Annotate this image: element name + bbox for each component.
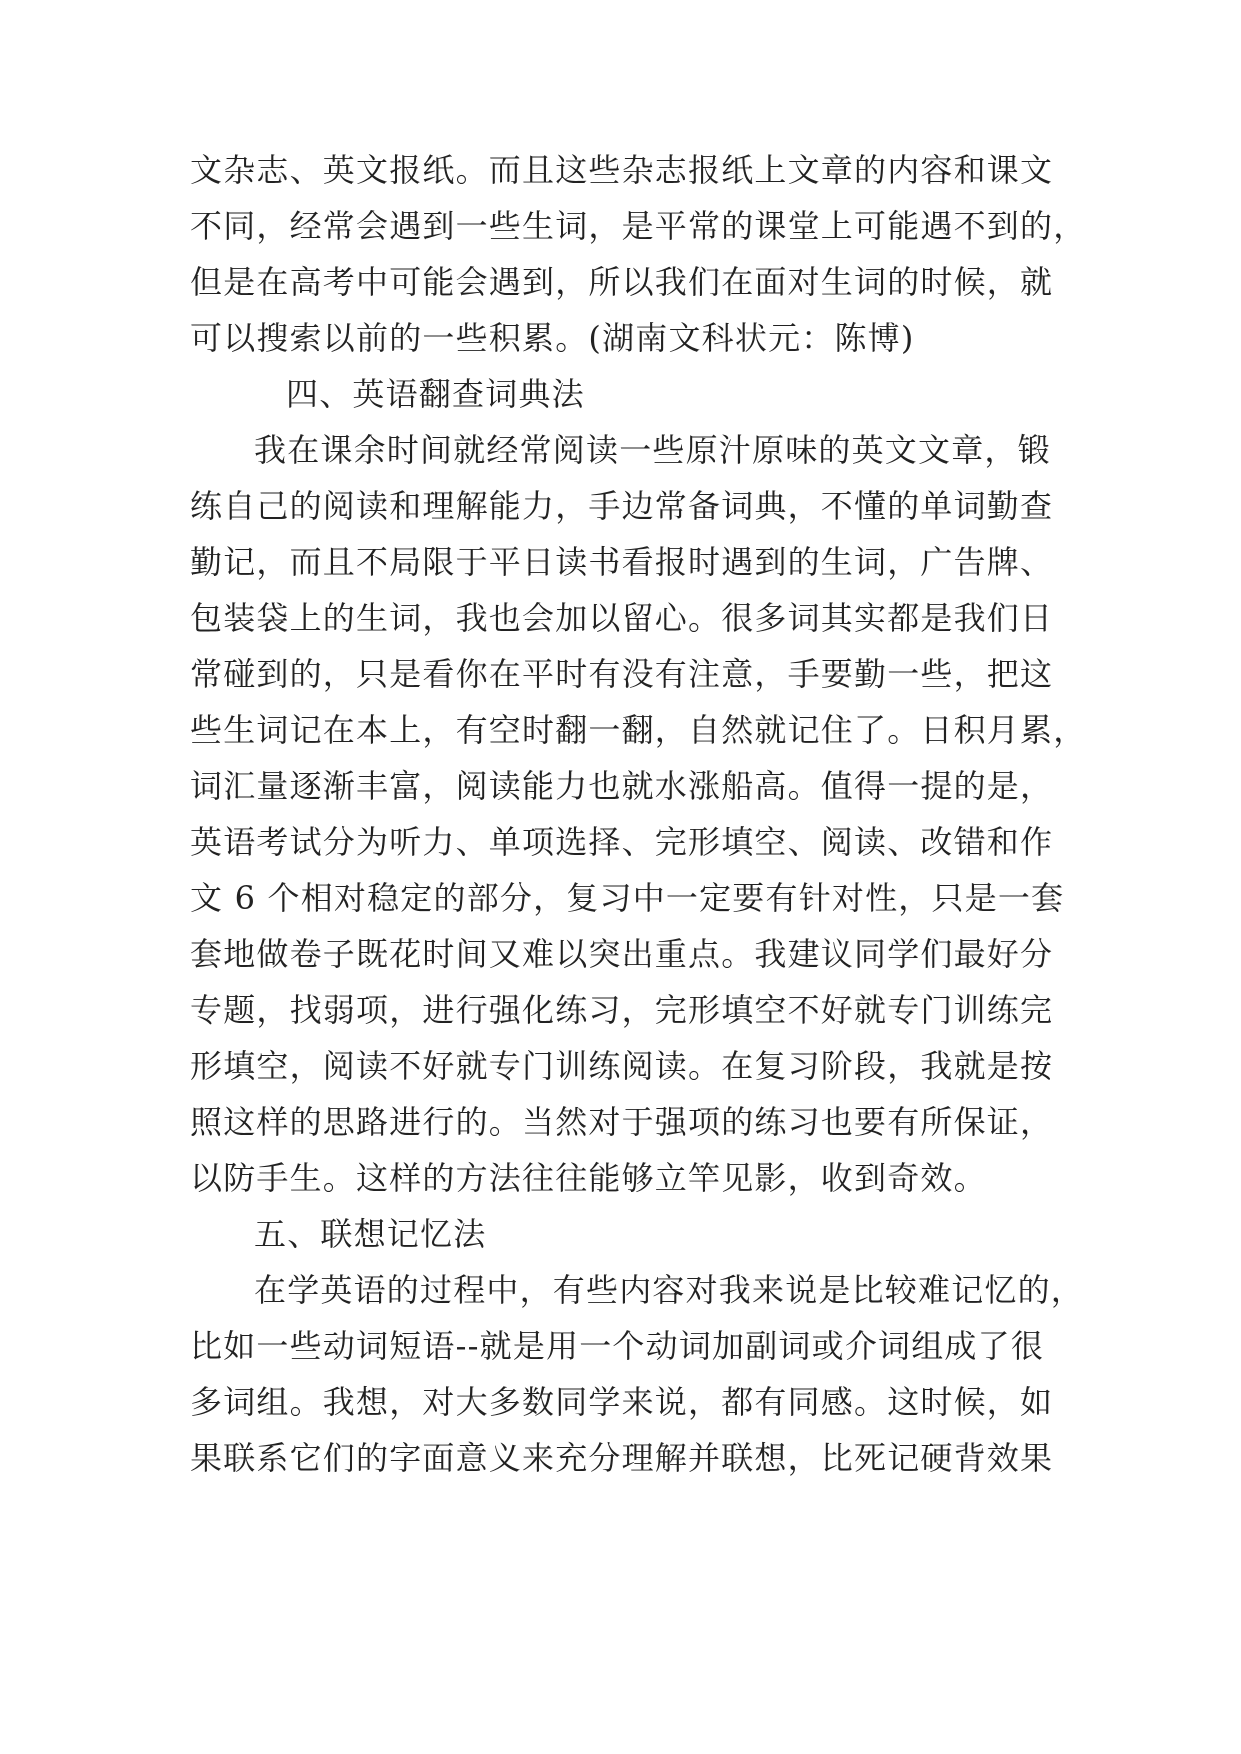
paragraph-line: 套地做卷子既花时间又难以突出重点。我建议同学们最好分 — [190, 935, 1054, 973]
paragraph-line: 多词组。我想，对大多数同学来说，都有同感。这时候，如 — [190, 1383, 1054, 1421]
paragraph-line: 形填空，阅读不好就专门训练阅读。在复习阶段，我就是按 — [190, 1047, 1054, 1085]
paragraph-line: 在学英语的过程中，有些内容对我来说是比较难记忆的， — [254, 1271, 1085, 1309]
paragraph-line: 以防手生。这样的方法往往能够立竿见影，收到奇效。 — [190, 1159, 987, 1197]
paragraph-line: 但是在高考中可能会遇到，所以我们在面对生词的时候，就 — [190, 263, 1054, 301]
paragraph-line: 常碰到的，只是看你在平时有没有注意，手要勤一些，把这 — [190, 655, 1054, 693]
document-body — [190, 142, 1087, 1486]
paragraph-line: 可以搜索以前的一些积累。(湖南文科状元：陈博) — [190, 319, 915, 357]
paragraph-line: 比如一些动词短语--就是用一个动词加副词或介词组成了很 — [190, 1327, 1045, 1365]
paragraph-line: 勤记，而且不局限于平日读书看报时遇到的生词，广告牌、 — [190, 543, 1054, 581]
paragraph-line: 文 6 个相对稳定的部分，复习中一定要有针对性，只是一套 — [190, 879, 1065, 917]
paragraph-line: 照这样的思路进行的。当然对于强项的练习也要有所保证， — [190, 1103, 1054, 1141]
paragraph-line: 些生词记在本上，有空时翻一翻，自然就记住了。日积月累， — [190, 711, 1087, 749]
paragraph-line: 专题，找弱项，进行强化练习，完形填空不好就专门训练完 — [190, 991, 1054, 1029]
section-heading-5: 五、联想记忆法 — [254, 1215, 487, 1253]
paragraph-line: 我在课余时间就经常阅读一些原汁原味的英文文章，锻 — [254, 431, 1051, 469]
paragraph-line: 英语考试分为听力、单项选择、完形填空、阅读、改错和作 — [190, 823, 1054, 861]
paragraph-line: 包装袋上的生词，我也会加以留心。很多词其实都是我们日 — [190, 599, 1054, 637]
paragraph-line: 文杂志、英文报纸。而且这些杂志报纸上文章的内容和课文 — [190, 151, 1054, 189]
paragraph-line: 练自己的阅读和理解能力，手边常备词典，不懂的单词勤查 — [190, 487, 1054, 525]
section-heading-4: 四、英语翻查词典法 — [286, 375, 585, 413]
paragraph-line: 词汇量逐渐丰富，阅读能力也就水涨船高。值得一提的是， — [190, 767, 1054, 805]
paragraph-line: 果联系它们的字面意义来充分理解并联想，比死记硬背效果 — [190, 1439, 1054, 1477]
paragraph-line: 不同，经常会遇到一些生词，是平常的课堂上可能遇不到的， — [190, 207, 1087, 245]
